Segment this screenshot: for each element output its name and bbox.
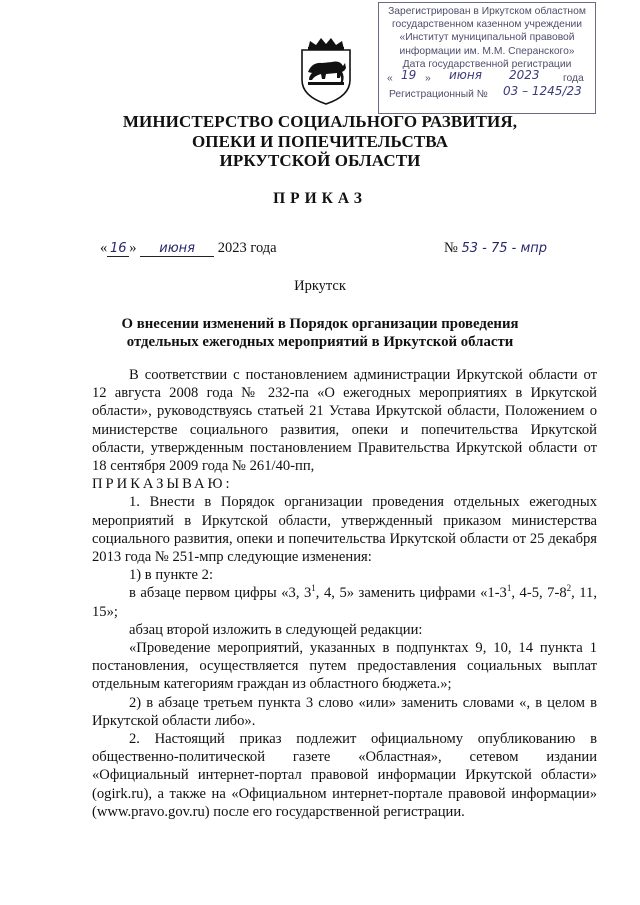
- stamp-date-year: 2023: [509, 68, 540, 83]
- order-number-value: 53 - 75 - мпр: [461, 241, 548, 256]
- item-1-paragraph: 1. Внести в Порядок организации проведения отдельных ежегодных мероприятий в Иркутской области, утвержденный приказом министерства социального развития, опеки и попечительства Иркутской области от 25 декабря 2013 года № 251-мпр следующие изменения:: [92, 494, 597, 566]
- stamp-line: Дата государственной регистрации: [402, 58, 572, 70]
- order-date: [100, 240, 277, 257]
- irkutsk-coat-of-arms-icon: [296, 36, 356, 106]
- subject-line: О внесении изменений в Порядок организации проведения: [121, 316, 519, 332]
- ministry-line: ОПЕКИ И ПОПЕЧИТЕЛЬСТВА: [191, 131, 449, 151]
- abzac-1-paragraph: [92, 584, 597, 620]
- abzac-1-text: в абзаце первом цифры «3, 3: [129, 585, 312, 602]
- superscript: 1: [311, 583, 316, 594]
- abzac-1-text: , 4-5, 7-8: [511, 585, 567, 602]
- order-date-year: 2023 года: [217, 240, 277, 256]
- order-city: Иркутск: [294, 278, 346, 294]
- abzac-1-text: , 11, 15»;: [92, 585, 597, 620]
- subject-line: отдельных ежегодных мероприятий в Иркутской области: [126, 333, 514, 350]
- order-body: [92, 366, 597, 821]
- superscript: 1: [506, 583, 512, 594]
- order-date-close: »: [129, 240, 137, 256]
- order-date-day: 16: [107, 241, 129, 257]
- abzac-2-paragraph: абзац второй изложить в следующей редакции:: [129, 621, 423, 638]
- item-1-2-paragraph: 2) в абзаце третьем пункта 3 слово «или» заменить словами «, в целом в Иркутской области либо».: [92, 694, 597, 729]
- abzac-1-text: , 4, 5» заменить цифрами «1-3: [315, 585, 507, 602]
- stamp-line: государственном казенном учреждении: [391, 19, 583, 31]
- document-type-title: ПРИКАЗ: [273, 190, 367, 207]
- ministry-line: ИРКУТСКОЙ ОБЛАСТИ: [219, 151, 421, 170]
- stamp-date-suffix: года: [563, 73, 584, 85]
- registration-stamp: [378, 2, 596, 114]
- stamp-date-close: »: [425, 73, 431, 85]
- order-number: [444, 240, 547, 257]
- order-subject: [0, 316, 640, 351]
- stamp-line: Зарегистрирован в Иркутском областном: [388, 6, 586, 17]
- order-date-month: июня: [140, 241, 214, 257]
- stamp-date-month: июня: [449, 68, 482, 83]
- stamp-line: «Институт муниципальной правовой: [399, 32, 575, 44]
- order-date-open: «: [100, 240, 108, 256]
- stamp-reg-row: [379, 84, 595, 104]
- item-1-1-paragraph: 1) в пункте 2:: [129, 567, 214, 584]
- stamp-date-open: «: [387, 73, 393, 85]
- ministry-header: [0, 112, 640, 171]
- quote-paragraph: «Проведение мероприятий, указанных в подпунктах 9, 10, 14 пункта 1 постановления, осуществляется путем предоставления социальных выплат отдельным категориям граждан из областного бюджета.»;: [92, 640, 597, 693]
- item-2-paragraph: 2. Настоящий приказ подлежит официальному опубликованию в общественно-политической газете «Областная», сетевом издании «Официальный интернет-портал правовой информации Иркутской области» (ogirk.ru), а также на «Официальном интернет-портале правовой информации» (www.pravo.gov.ru) после его государственной регистрации.: [92, 731, 597, 820]
- stamp-reg-label: Регистрационный №: [389, 89, 488, 101]
- prikazyvayu-heading: ПРИКАЗЫВАЮ:: [92, 476, 233, 493]
- ministry-line: МИНИСТЕРСТВО СОЦИАЛЬНОГО РАЗВИТИЯ,: [122, 112, 518, 131]
- stamp-line: информации им. М.М. Сперанского»: [399, 45, 575, 57]
- stamp-date-day: 19: [401, 68, 417, 83]
- preamble-paragraph: В соответствии с постановлением администрации Иркутской области от 12 августа 2008 года № 232-па «О ежегодных мероприятиях в Иркутской области», руководствуясь статьей 21 Устава Иркутской области, Положением о министерстве социального развития, опеки и попечительства Иркутской области, утвержденным постановлением Правительства Иркутской области от 18 сентября 2009 года № 261/40-пп,: [92, 367, 597, 475]
- superscript: 2: [566, 583, 572, 594]
- order-number-prefix: №: [444, 240, 458, 256]
- stamp-reg-number: 03 – 1245/23: [503, 84, 582, 99]
